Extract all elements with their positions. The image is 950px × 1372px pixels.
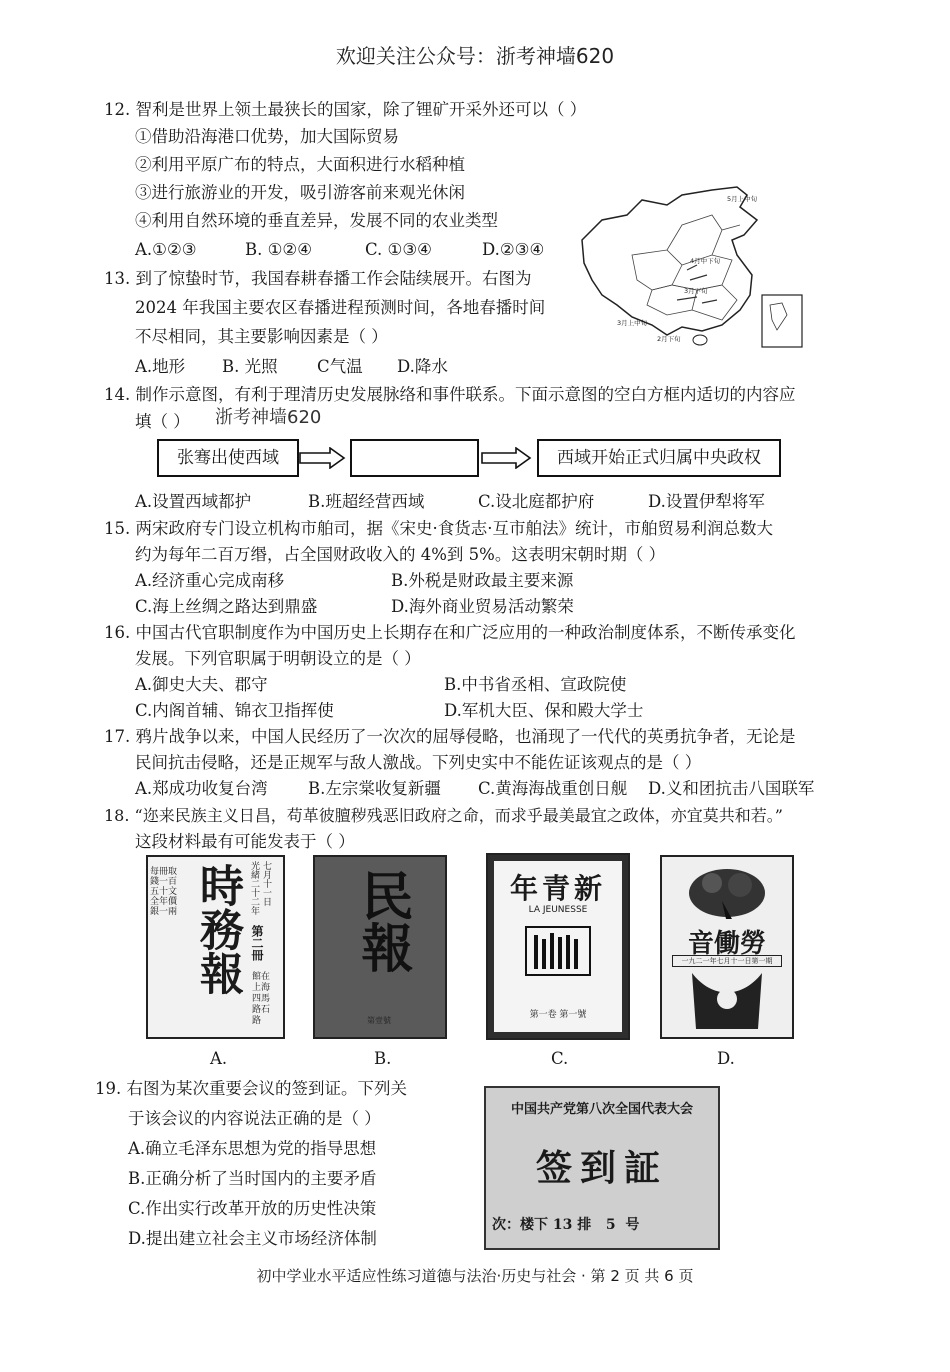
sign-in-card-title: 中国共产党第八次全国代表大会 [510,1102,693,1117]
q16-choice-b: B.中书省丞相、宣政院使 [444,675,627,694]
q18-line-2: 这段材料最有可能发表于（ ） [135,832,355,851]
q15-choice-a: A.经济重心完成南移 [135,571,285,590]
sign-in-card-main: 签到証 [535,1147,668,1189]
poster-c-bottom: 第一卷 第一號 [529,1010,587,1020]
map-label-5: 2月下旬 [657,335,681,343]
poster-d-title: 勞働音 [687,929,766,959]
q12-choice-a: A.①②③ [135,240,197,259]
map-label-2: 4月中下旬 [690,257,721,265]
map-label-3: 3月下旬 [684,287,708,295]
q18-line-1: 18. “迩来民族主义日昌，苟革彼膻秽残恶旧政府之命，而求乎最美最宜之政体，亦宜莫共和若。” [104,806,783,825]
q13-choice-c: C气温 [317,357,363,376]
poster-shiwubao [146,855,285,1039]
q17-choice-c: C.黄海海战重创日舰 [478,779,628,798]
q19-choice-b: B.正确分析了当时国内的主要矛盾 [128,1169,377,1188]
flow-arrow-1 [298,447,346,469]
q14-choice-a: A.设置西域都护 [135,492,252,511]
q12-option-1: ①借助沿海港口优势，加大国际贸易 [135,127,399,146]
q15-choice-d: D.海外商业贸易活动繁荣 [391,597,574,616]
poster-c-title: 新青年 [509,872,606,905]
q19-line-1: 19. 右图为某次重要会议的签到证。下列关 [95,1079,407,1098]
q16-choice-c: C.内阁首辅、锦衣卫指挥使 [135,701,334,720]
q13-choice-a: A.地形 [135,357,186,376]
china-spring-sowing-map [572,185,807,350]
q13-choice-d: D.降水 [397,357,448,376]
sign-in-card [484,1086,720,1250]
q12-option-3: ③进行旅游业的开发，吸引游客前来观光休闲 [135,183,465,202]
poster-d-illustration-icon [682,861,772,921]
q13-choice-b: B. 光照 [222,357,278,376]
q16-choice-d: D.军机大臣、保和殿大学士 [444,701,644,720]
q18-choice-c: C. [551,1049,569,1068]
poster-a-side-2: 七月十一日 [261,861,271,906]
q18-choice-d: D. [717,1049,735,1068]
poster-c-subtitle: LA JEUNESSE [528,905,588,915]
poster-c-emblem-icon [522,921,594,981]
q14-line-2: 填（ ） [135,412,190,431]
q19-line-2: 于该会议的内容说法正确的是（ ） [128,1109,381,1128]
poster-a-title: 時務報 [192,863,243,995]
q14-choice-c: C.设北庭都护府 [478,492,595,511]
q12-stem: 12. 智利是世界上领土最狭长的国家，除了锂矿开采外还可以（ ） [104,100,587,119]
poster-d-decoration-icon [682,969,772,1033]
q18-choice-a: A. [210,1049,228,1068]
q15-choice-b: B.外税是财政最主要来源 [391,571,574,590]
q15-line-2: 约为每年二百万缗，占全国财政收入的 4%到 5%。这表明宋朝时期（ ） [135,545,666,564]
map-label-4: 3月上中旬 [617,319,648,327]
q19-choice-d: D.提出建立社会主义市场经济体制 [128,1229,377,1248]
flow-box-3: 西域开始正式归属中央政权 [537,439,781,477]
q17-choice-a: A.郑成功收复台湾 [135,779,268,798]
q12-choice-c: C. ①③④ [365,240,432,259]
poster-a-side-3: 第二冊 [250,925,264,961]
q16-line-2: 发展。下列官职属于明朝设立的是（ ） [135,649,421,668]
poster-b-title: 民報 [352,869,413,973]
q17-choice-b: B.左宗棠收复新疆 [308,779,441,798]
q17-line-1: 17. 鸦片战争以来，中国人民经历了一次次的屈辱侵略，也涌现了一代代的英勇抗争者，无论是 [104,727,796,746]
poster-a-side-1: 光緒二十二年 [249,861,259,915]
q12-option-2: ②利用平原广布的特点，大面积进行水稻种植 [135,155,465,174]
q17-choice-d: D.义和团抗击八国联军 [648,779,815,798]
flow-box-1: 张骞出使西域 [157,439,299,477]
q14-choice-d: D.设置伊犁将军 [648,492,765,511]
q19-choice-a: A.确立毛泽东思想为党的指导思想 [128,1139,377,1158]
q13-line-1: 13. 到了惊蛰时节，我国春耕春播工作会陆续展开。右图为 [104,269,532,288]
q13-line-3: 不尽相同，其主要影响因素是（ ） [135,327,388,346]
poster-d-date: 一九二一年七月十一日第一期 [672,955,782,967]
page-footer: 初中学业水平适应性练习道德与法治·历史与社会 · 第 2 页 共 6 页 [256,1267,694,1285]
sign-in-card-seat: 次：楼下 13 排 5 号 [492,1217,640,1233]
q12-option-4: ④利用自然环境的垂直差异，发展不同的农业类型 [135,211,498,230]
poster-a-side-4: 館在上海四馬路石路 [252,972,271,1026]
poster-b-small: 第壹號 [367,1016,391,1025]
q17-line-2: 民间抗击侵略，还是正规军与敌人激战。下列史实中不能佐证该观点的是（ ） [135,753,702,772]
page-header: 欢迎关注公众号：浙考神墙620 [335,44,615,68]
q19-choice-c: C.作出实行改革开放的历史性决策 [128,1199,377,1218]
flow-arrow-2 [480,447,532,469]
poster-laodongyin [660,855,794,1039]
q14-choice-b: B.班超经营西域 [308,492,425,511]
q15-choice-c: C.海上丝绸之路达到鼎盛 [135,597,318,616]
q14-watermark: 浙考神墙620 [215,407,322,428]
poster-xinqingnian [486,853,630,1040]
poster-minbao [313,855,447,1039]
poster-a-left-text: 每冊取錢一百五十文全年價銀一兩 [150,867,178,917]
q12-choice-d: D.②③④ [482,240,545,259]
q15-line-1: 15. 两宋政府专门设立机构市舶司，据《宋史·食货志·互市舶法》统计，市舶贸易利润总数大 [104,519,773,538]
q18-choice-b: B. [374,1049,392,1068]
q13-line-2: 2024 年我国主要农区春播进程预测时间，各地春播时间 [135,298,546,317]
q12-choice-b: B. ①②④ [245,240,312,259]
flow-box-blank [350,439,479,477]
q14-line-1: 14. 制作示意图，有利于理清历史发展脉络和事件联系。下面示意图的空白方框内适切的内容应 [104,385,796,404]
q16-choice-a: A.御史大夫、郡守 [135,675,268,694]
q16-line-1: 16. 中国古代官职制度作为中国历史上长期存在和广泛应用的一种政治制度体系，不断传承变化 [104,623,796,642]
map-label-1: 5月上中旬 [727,195,758,203]
